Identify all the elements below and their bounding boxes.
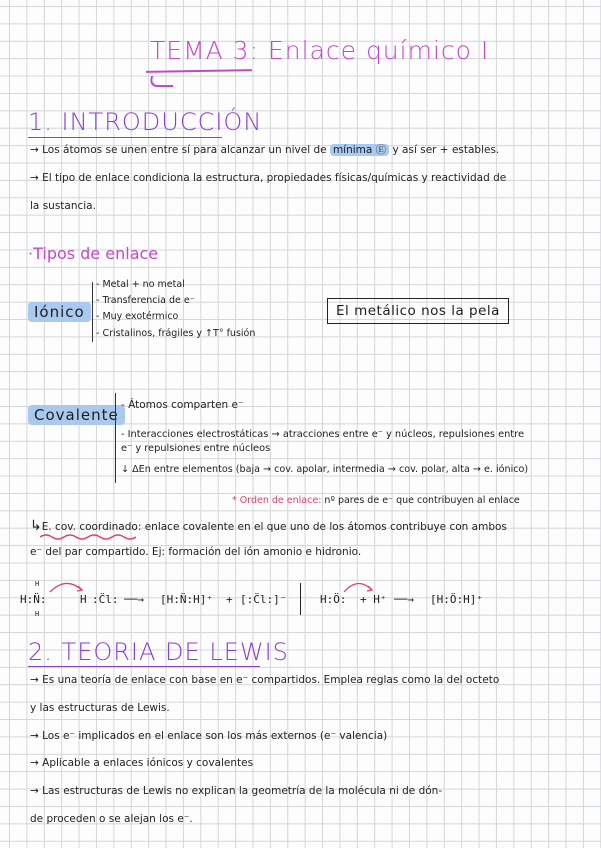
lewis-line-2: y las estructuras de Lewis. xyxy=(30,702,170,714)
section-heading-underline-2 xyxy=(28,666,260,667)
orden-enlace-label: * Orden de enlace: xyxy=(232,495,322,506)
intro-line-1-post: y así ser + estables. xyxy=(389,144,500,156)
reaction-ammonium: [H:N̈:H]⁺ xyxy=(160,593,213,606)
label-covalente: Covalente xyxy=(28,405,125,425)
covalente-item-1: - Átomos comparten e⁻ xyxy=(121,399,244,411)
coordinado-line-1 xyxy=(30,519,507,534)
reaction-chloride: [:C̈l:]⁻ xyxy=(240,593,287,606)
ionico-brace xyxy=(92,282,93,342)
reaction-water: H:Ö: xyxy=(320,593,347,606)
reaction-plus: + xyxy=(226,593,233,606)
intro-line-1-pre: → Los átomos se unen entre sí para alcanzar un nivel de xyxy=(30,144,330,156)
lewis-line-1: → Es una teoría de enlace con base en e⁻ compartidos. Emplea reglas como la del octeto xyxy=(30,674,500,686)
reaction-arrow-1: ──→ xyxy=(124,593,144,606)
coordinado-arrow-icon: ↳ xyxy=(30,518,42,534)
ionico-item-4: - Cristalinos, frágiles y ↑T° fusión xyxy=(96,328,256,339)
section-heading-underline xyxy=(28,137,222,138)
coordinado-head: E. cov. coordinado: xyxy=(41,521,142,533)
intro-line-2: → El tipo de enlace condiciona la estructura, propiedades físicas/químicas y reactividad de xyxy=(30,172,507,184)
covalente-item-3: e⁻ y repulsiones entre núcleos xyxy=(121,443,271,454)
lewis-line-5: → Las estructuras de Lewis no explican la geometría de la molécula ni de dón- xyxy=(30,785,443,797)
page-title: TEMA 3: Enlace químico I xyxy=(150,36,490,65)
title-hook-decoration xyxy=(149,76,175,87)
ionico-item-1: - Metal + no metal xyxy=(96,279,185,290)
orden-enlace-line xyxy=(232,494,520,508)
coordinado-text: enlace covalente en el que uno de los átomos contribuye con ambos xyxy=(141,521,507,533)
reaction-hplus: + H⁺ xyxy=(360,593,387,606)
title-underline xyxy=(146,69,252,73)
ammonia-h-top: H xyxy=(35,580,40,588)
coordinado-red-underline xyxy=(40,533,136,541)
covalente-item-2: - Interacciones electrostáticas → atracciones entre e⁻ y núcleos, repulsiones entre xyxy=(121,429,524,440)
reaction-h: H xyxy=(80,593,87,606)
section-heading-teoria-de-lewis: 2. TEORIA DE LEWIS xyxy=(28,638,289,666)
reaction-cl: :C̈l: xyxy=(92,593,119,606)
electron-arrow-icon-2 xyxy=(342,580,378,594)
orden-enlace-text: nº pares de e⁻ que contribuyen al enlace xyxy=(321,495,520,506)
reaction-ammonia: H:N̈: xyxy=(20,593,47,606)
reaction-divider xyxy=(300,583,301,615)
label-ionico: Iónico xyxy=(28,302,91,322)
intro-line-1 xyxy=(30,143,499,157)
reaction-arrow-2: ──→ xyxy=(394,593,414,606)
lewis-line-4: → Aplicable a enlaces iónicos y covalentes xyxy=(30,757,254,769)
lewis-line-3: → Los e⁻ implicados en el enlace son los más externos (e⁻ valencia) xyxy=(30,730,388,742)
covalente-brace xyxy=(115,393,116,483)
section-heading-introduccion: 1. INTRODUCCIÓN xyxy=(28,108,263,136)
intro-highlight: mínima Ⓔ xyxy=(330,144,389,156)
intro-line-3: la sustancia. xyxy=(30,200,96,212)
coordinado-line-2: e⁻ del par compartido. Ej: formación del ión amonio e hidronio. xyxy=(30,546,362,558)
reaction-hydronium: [H:Ö:H]⁺ xyxy=(430,593,483,606)
subheading-tipos-de-enlace: ·Tipos de enlace xyxy=(28,244,159,263)
ionico-item-2: - Transferencia de e⁻ xyxy=(96,295,195,306)
ammonia-h-bottom: H xyxy=(35,610,40,618)
covalente-item-4: ↓ ΔEn entre elementos (baja → cov. apolar, intermedia → cov. polar, alta → e. iónico) xyxy=(121,464,529,475)
lewis-line-6: de proceden o se alejan los e⁻. xyxy=(30,813,193,825)
metalico-note-box: El metálico nos la pela xyxy=(327,298,509,324)
ionico-item-3: - Muy exotérmico xyxy=(96,311,179,322)
electron-arrow-icon xyxy=(48,580,88,594)
